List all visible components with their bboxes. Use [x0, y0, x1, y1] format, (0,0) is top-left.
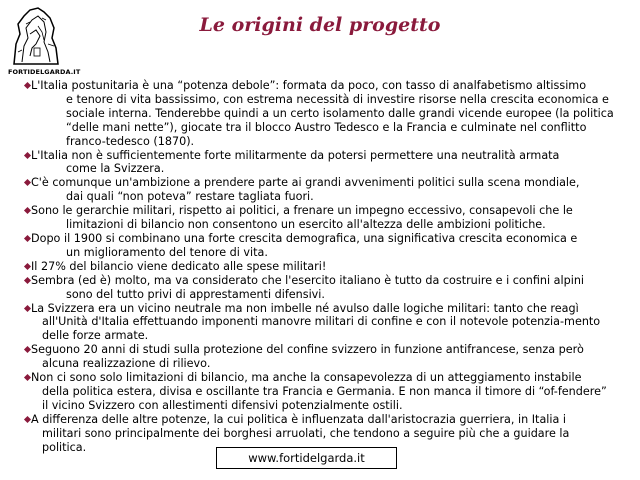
bullet-item [31, 176, 615, 204]
bullet-list [31, 79, 615, 454]
diamond-bullet-icon [24, 151, 31, 158]
bullet-text-first-line: L'Italia non è sufficientemente forte militarmente da potersi permettere una neutralità armata [31, 148, 560, 162]
diamond-bullet-icon [24, 277, 31, 284]
bullet-text-first-line: Dopo il 1900 si combinano una forte crescita demografica, una significativa crescita economica e [31, 231, 578, 245]
bullet-item [31, 274, 615, 302]
bullet-item [31, 371, 615, 413]
bullet-text-first-line: C'è comunque un'ambizione a prendere parte ai grandi avvenimenti politici sulla scena mondiale, [31, 176, 580, 190]
bullet-item [31, 343, 615, 371]
bullet-text-first-line: A differenza delle altre potenze, la cui politica è influenzata dall'aristocrazia guerriera, in Italia i [31, 412, 567, 426]
bullet-text-continuation: come la Svizzera. [66, 162, 165, 176]
logo-caption: FORTIDELGARDA.IT [8, 68, 81, 76]
diamond-bullet-icon [24, 82, 31, 89]
diamond-bullet-icon [24, 374, 31, 381]
bullet-text-first-line: La Svizzera era un vicino neutrale ma non imbelle né avulso dalle logiche militari: tanto che reagì [31, 301, 579, 315]
website-link[interactable]: www.fortidelgarda.it [216, 447, 397, 469]
bullet-text-first-line: Il 27% del bilancio viene dedicato alle spese militari! [31, 259, 327, 273]
bullet-item [31, 232, 615, 260]
diamond-bullet-icon [24, 346, 31, 353]
bullet-text-continuation: e tenore di vita bassissimo, con estrema necessità di investire risorse nella crescita economica e sociale interna. Tenderebbe quindi a un certo isolamento dalle grandi vicende europee (la politica “delle mani nette”), giocate tra il blocco Austro Tedesco e la Francia e culminate nel conflitto franco-tedesco (1870). [66, 92, 614, 148]
bullet-text-continuation: alcuna realizzazione di rilievo. [42, 357, 211, 371]
bullet-text-continuation: limitazioni di bilancio non consentono un esercito all'altezza delle ambizioni politiche. [66, 218, 546, 232]
bullet-text-continuation: un miglioramento del tenore di vita. [66, 245, 268, 259]
bullet-text-first-line: L'Italia postunitaria è una “potenza debole”: formata da poco, con tasso di analfabetismo altissimo [31, 79, 587, 92]
bullet-text-first-line: Non ci sono solo limitazioni di bilancio, ma anche la consapevolezza di un atteggiamento instabile [31, 371, 582, 385]
bullet-text-first-line: Sembra (ed è) molto, ma va considerato che l'esercito italiano è tutto da costruire e i confini alpini [31, 273, 585, 287]
bullet-text-first-line: Sono le gerarchie militari, rispetto ai politici, a frenare un impegno eccessivo, consapevoli che le [31, 204, 573, 218]
diamond-bullet-icon [24, 416, 31, 423]
bullet-text-continuation: della politica estera, divisa e oscillante tra Francia e Germania. E non manca il timore di “of-fendere” il vicino Svizzero con allestimenti difensivi potenzialmente ostili. [42, 384, 607, 412]
bullet-item [31, 79, 615, 149]
bullet-item [31, 260, 615, 274]
bullet-item [31, 149, 615, 177]
diamond-bullet-icon [24, 304, 31, 311]
page-title: Le origini del progetto [199, 14, 441, 36]
bullet-text-continuation: dai quali “non poteva” restare tagliata fuori. [66, 190, 314, 204]
bullet-text-continuation: sono del tutto privi di apprestamenti difensivi. [66, 287, 325, 301]
diamond-bullet-icon [24, 179, 31, 186]
diamond-bullet-icon [24, 207, 31, 214]
diamond-bullet-icon [24, 263, 31, 270]
diamond-bullet-icon [24, 235, 31, 242]
bullet-text-continuation: all'Unità d'Italia effettuando imponenti manovre militari di confine e con il notevole potenzia-mento delle forze armate. [42, 315, 601, 343]
bullet-item [31, 302, 615, 344]
bullet-text-continuation: militari sono principalmente dei borghesi arruolati, che tendono a seguire più che a guidare la politica. [42, 426, 570, 454]
bullet-text-first-line: Seguono 20 anni di studi sulla protezione del confine svizzero in funzione antifrancese, senza però [31, 343, 584, 357]
bullet-item [31, 204, 615, 232]
